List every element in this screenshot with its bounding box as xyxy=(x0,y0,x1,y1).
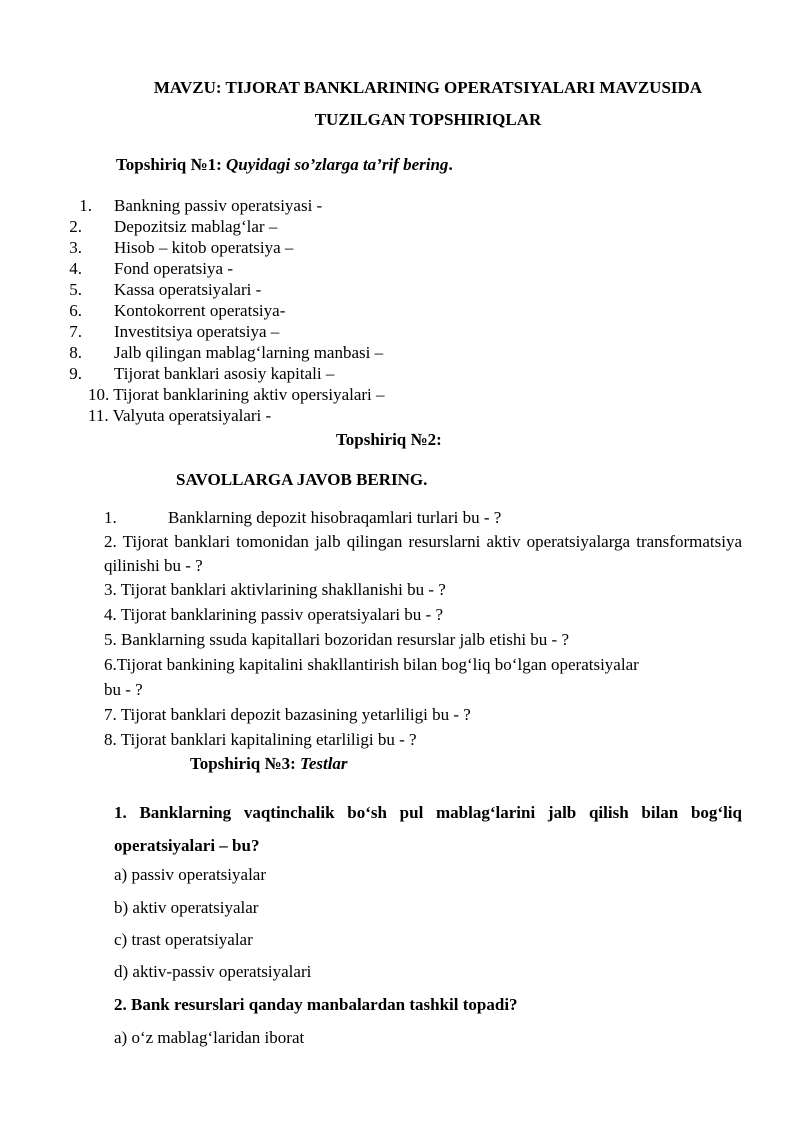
question-1: 1. Banklarning depozit hisobraqamlari turlari bu - ? xyxy=(104,508,502,527)
question-7: 7. Tijorat banklari depozit bazasining yetarliligi bu - ? xyxy=(104,705,471,724)
test1-option-b: b) aktiv operatsiyalar xyxy=(114,898,259,917)
question-3: 3. Tijorat banklari aktivlarining shakllanishi bu - ? xyxy=(104,580,446,599)
task1-instruction: Quyidagi so’zlarga ta’rif bering xyxy=(226,155,449,174)
task3-heading xyxy=(190,754,348,774)
list-item: 11. Valyuta operatsiyalari - xyxy=(88,406,272,425)
task2-label: Topshiriq №2: xyxy=(336,430,442,449)
task1-period: . xyxy=(448,155,453,174)
page-title-line2: TUZILGAN TOPSHIRIQLAR xyxy=(314,110,542,129)
question-6-line2: bu - ? xyxy=(104,680,143,699)
question-6-line1: 6.Tijorat bankining kapitalini shakllantirish bilan bog‘liq bo‘lgan operatsiyalar xyxy=(104,655,639,674)
test1-option-d: d) aktiv-passiv operatsiyalari xyxy=(114,962,312,981)
test1-option-c: c) trast operatsiyalar xyxy=(114,930,253,949)
test1-option-a: a) passiv operatsiyalar xyxy=(114,865,266,884)
question-2: 2. Tijorat banklari tomonidan jalb qilingan resurslarni aktiv operatsiyalarga transformatsiya qilinishi bu - ? xyxy=(104,532,742,575)
task1-label: Topshiriq №1: xyxy=(116,155,222,174)
test-question-2: 2. Bank resurslari qanday manbalardan tashkil topadi? xyxy=(114,995,518,1014)
task2-heading: SAVOLLARGA JAVOB BERING. xyxy=(176,470,428,489)
task3-label: Topshiriq №3: xyxy=(190,754,296,773)
page-title-line1: MAVZU: TIJORAT BANKLARINING OPERATSIYALARI MAVZUSIDA xyxy=(153,78,703,97)
question-8: 8. Tijorat banklari kapitalining etarliligi bu - ? xyxy=(104,730,417,749)
list-item: 10. Tijorat banklarining aktiv opersiyalari – xyxy=(88,385,385,404)
task1-heading xyxy=(116,155,453,175)
test-question-1: 1. Banklarning vaqtinchalik bo‘sh pul mablag‘larini jalb qilish bilan bog‘liq operatsiyalari – bu? xyxy=(114,803,742,855)
test2-option-a: a) o‘z mablag‘laridan iborat xyxy=(114,1028,305,1047)
document-page: MAVZU: TIJORAT BANKLARINING OPERATSIYALARI MAVZUSIDA TUZILGAN TOPSHIRIQLAR Topshiriq №1: Quyidagi so’zlarga ta’rif bering. 1. Bankning passiv operatsiyasi - 2. Depozitsiz mablag‘lar – 3. Hisob – kitob operatsiya – 4. Fond operatsiya - 5. Kassa operatsiyalari - 6. Kontokorrent operatsiya- 7. Investitsiya operatsiya – 8. Jalb qilingan mablag‘larning manbasi – 9. Tijorat banklari asosiy kapitali – 10. Tijorat banklarining aktiv opersiyalari – 11. Valyuta operatsiyalari - Topshiriq №2: SAVOLLARGA JAVOB BERING. 1. Banklarning depozit hisobraqamlari turlari bu - ? 2. Tijorat banklari tomonidan jalb qilingan resurslarni aktiv operatsiyalarga transformatsiya qilinishi bu - ? 3. Tijorat banklari aktivlarining shakllanishi bu - ? 4. Tijorat banklarining passiv operatsiyalari bu - ? 5. Banklarning ssuda kapitallari bozoridan resurslar jalb etishi bu - ? 6.Tijorat bankining kapitalini shakllantirish bilan bog‘liq bo‘lgan operatsiyalar bu - ? 7. Tijorat banklari depozit bazasining yetarliligi bu - ? 8. Tijorat banklari kapitalining etarliligi bu - ? Topshiriq №3: Testlar 1. Banklarning vaqtinchalik bo‘sh pul mablag‘larini jalb qilish bilan bog‘liq operatsiyalari – bu? a) passiv operatsiyalar b) aktiv operatsiyalar c) trast operatsiyalar d) aktiv-passiv operatsiyalari 2. Bank resurslari qanday manbalardan tashkil topadi? a) o‘z mablag‘laridan iborat xyxy=(0,0,800,1131)
question-5: 5. Banklarning ssuda kapitallari bozoridan resurslar jalb etishi bu - ? xyxy=(104,630,570,649)
task3-sublabel: Testlar xyxy=(300,754,348,773)
question-4: 4. Tijorat banklarining passiv operatsiyalari bu - ? xyxy=(104,605,443,624)
